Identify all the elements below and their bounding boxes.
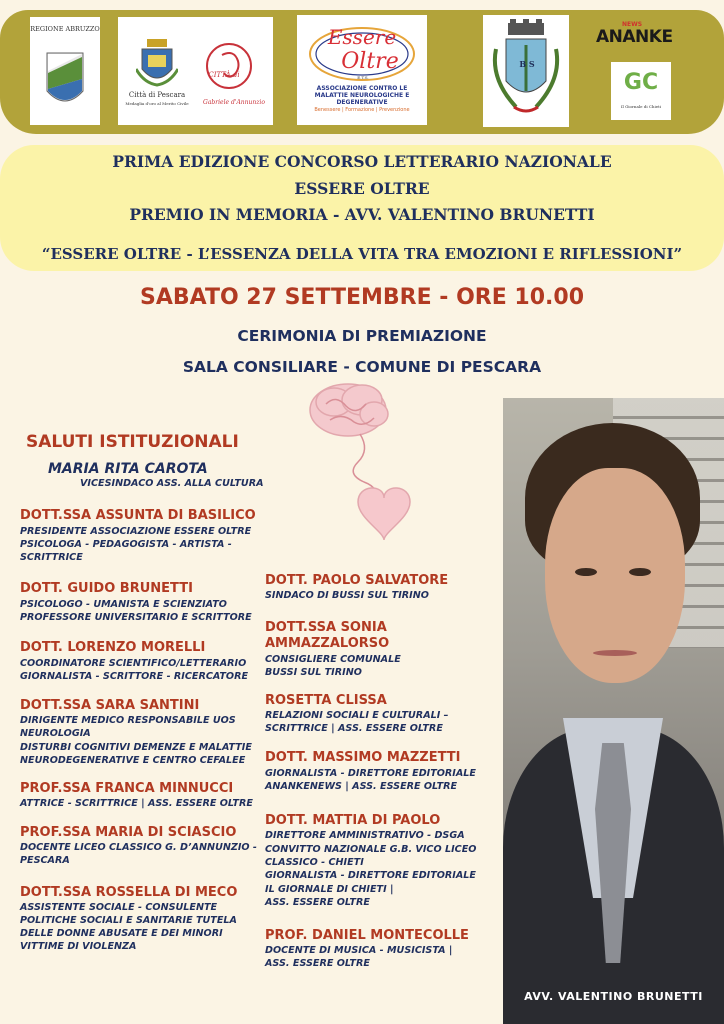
bussi-letters: B S: [519, 59, 535, 69]
ananke-logo: ANANKE: [596, 27, 673, 47]
portrait-caption: AVV. VALENTINO BRUNETTI: [524, 990, 703, 1003]
saluti-heading: SALUTI ISTITUZIONALI: [26, 432, 239, 452]
speaker-name: PROF.SSA FRANCA MINNUCCI: [20, 781, 234, 796]
speaker-role: CONVITTO NAZIONALE G.B. VICO LICEO: [265, 844, 477, 855]
citta-label: CITTÀ di: [208, 71, 240, 79]
regione-abruzzo-label: REGIONE ABRUZZO: [30, 25, 100, 33]
speaker-role: VITTIME DI VIOLENZA: [20, 941, 137, 952]
speaker-role: GIORNALISTA - DIRETTORE EDITORIALE: [265, 870, 476, 881]
speaker-role: DISTURBI COGNITIVI DEMENZE E MALATTIE: [20, 742, 252, 753]
portrait-photo: [503, 398, 724, 1024]
ananke-news-label: NEWS: [622, 21, 643, 28]
bussi-crest-icon: [486, 19, 566, 123]
title-line-2: ESSERE OLTRE: [294, 179, 430, 198]
speaker-role: CONSIGLIERE COMUNALE: [265, 654, 401, 665]
speaker-name-line2: AMMAZZALORSO: [265, 636, 390, 651]
essere-tagline: Benessere | Formazione | Prevenzione: [314, 107, 410, 113]
speaker-role: BUSSI SUL TIRINO: [265, 667, 362, 678]
speaker-name: DOTT.SSA SARA SANTINI: [20, 698, 200, 713]
speaker-name: DOTT. MATTIA DI PAOLO: [265, 813, 441, 828]
dannunzio-signature: Gabriele d'Annunzio: [203, 99, 265, 106]
essere-oltre-logo: [297, 15, 427, 125]
event-venue: SALA CONSILIARE - COMUNE DI PESCARA: [182, 358, 542, 376]
essere-association: ASSOCIAZIONE CONTRO LE MALATTIE NEUROLOGICHE E DEGENERATIVE: [314, 85, 410, 106]
speaker-role: ASS. ESSERE OLTRE: [265, 958, 370, 969]
speaker-name: DOTT.SSA ASSUNTA DI BASILICO: [20, 508, 256, 523]
speaker-role: ASS. ESSERE OLTRE: [265, 897, 370, 908]
speaker-role: SINDACO DI BUSSI SUL TIRINO: [265, 590, 429, 601]
abruzzo-crest-icon: [45, 51, 85, 111]
speaker-role: DIRIGENTE MEDICO RESPONSABILE UOS: [20, 715, 236, 726]
speaker-role: PESCARA: [20, 855, 70, 866]
speaker-role: NEURODEGENERATIVE E CENTRO CEFALEE: [20, 755, 246, 766]
speaker-name: DOTT. MASSIMO MAZZETTI: [265, 750, 461, 765]
chieti-name: Il Giornale di Chieti: [620, 104, 662, 109]
speaker-role: GIORNALISTA - SCRITTORE - RICERCATORE: [20, 671, 249, 682]
speaker-role: CLASSICO - CHIETI: [265, 857, 364, 868]
speaker-role: NEUROLOGIA: [20, 728, 91, 739]
speaker-role: RELAZIONI SOCIALI E CULTURALI –: [265, 710, 449, 721]
bussi-logo: [483, 15, 569, 127]
saluti-role: VICESINDACO ASS. ALLA CULTURA: [80, 478, 264, 489]
speaker-role: ASSISTENTE SOCIALE - CONSULENTE: [20, 902, 218, 913]
speaker-name: PROF.SSA MARIA DI SCIASCIO: [20, 825, 237, 840]
event-ceremony: CERIMONIA DI PREMIAZIONE: [237, 327, 487, 345]
speaker-name: ROSETTA CLISSA: [265, 693, 387, 708]
event-date: SABATO 27 SETTEMBRE - ORE 10.00: [139, 285, 585, 310]
speaker-role: PROFESSORE UNIVERSITARIO E SCRITTORE: [20, 612, 252, 623]
speaker-role: PRESIDENTE ASSOCIAZIONE ESSERE OLTRE: [20, 526, 252, 537]
speaker-role: COORDINATORE SCIENTIFICO/LETTERARIO: [20, 658, 247, 669]
essere-title-2: Oltre: [341, 49, 399, 74]
speaker-role: DOCENTE LICEO CLASSICO G. D’ANNUNZIO -: [20, 842, 257, 853]
speaker-name: DOTT. PAOLO SALVATORE: [265, 573, 449, 588]
pescara-medal-label: Medaglia d'oro al Merito Civile: [125, 101, 189, 106]
speaker-role: DIRETTORE AMMINISTRATIVO - DSGA: [265, 830, 465, 841]
title-tagline: “ESSERE OLTRE - L’ESSENZA DELLA VITA TRA EMOZIONI E RIFLESSIONI”: [41, 245, 683, 263]
essere-ets: E.T.S.: [357, 75, 369, 80]
speaker-name: DOTT.SSA SONIA: [265, 620, 387, 635]
title-line-3: PREMIO IN MEMORIA - AVV. VALENTINO BRUNETTI: [129, 205, 595, 224]
speaker-name: DOTT.SSA ROSSELLA DI MECO: [20, 885, 238, 900]
speaker-role: ANANKENEWS | ASS. ESSERE OLTRE: [265, 781, 458, 792]
pescara-crest-icon: [136, 39, 178, 87]
giornale-chieti-logo: [611, 62, 671, 120]
speaker-role: SCRITTRICE: [20, 552, 83, 563]
regione-abruzzo-logo: [30, 17, 100, 125]
speaker-role: ATTRICE - SCRITTRICE | ASS. ESSERE OLTRE: [20, 798, 253, 809]
speaker-name: DOTT. GUIDO BRUNETTI: [20, 581, 193, 596]
speaker-role: PSICOLOGA - PEDAGOGISTA - ARTISTA -: [20, 539, 232, 550]
speaker-role: DOCENTE DI MUSICA - MUSICISTA |: [265, 945, 453, 956]
speaker-role: SCRITTRICE | ASS. ESSERE OLTRE: [265, 723, 443, 734]
speaker-role: POLITICHE SOCIALI E SANITARIE TUTELA: [20, 915, 237, 926]
essere-title-1: Essere: [327, 25, 397, 49]
speaker-role: DELLE DONNE ABUSATE E DEI MINORI: [20, 928, 223, 939]
speaker-role: IL GIORNALE DI CHIETI |: [265, 884, 394, 895]
dannunzio-profile-icon: [204, 41, 254, 91]
saluti-name: MARIA RITA CAROTA: [48, 461, 208, 477]
title-line-1: PRIMA EDIZIONE CONCORSO LETTERARIO NAZIONALE: [112, 152, 612, 171]
chieti-mark: GC: [623, 70, 659, 95]
speaker-name: DOTT. LORENZO MORELLI: [20, 640, 206, 655]
pescara-city-label: Città di Pescara: [128, 91, 186, 99]
speaker-name: PROF. DANIEL MONTECOLLE: [265, 928, 469, 943]
speaker-role: GIORNALISTA - DIRETTORE EDITORIALE: [265, 768, 476, 779]
pescara-logos: [118, 17, 273, 125]
brain-heart-icon: [300, 380, 430, 555]
speaker-role: PSICOLOGO - UMANISTA E SCIENZIATO: [20, 599, 227, 610]
